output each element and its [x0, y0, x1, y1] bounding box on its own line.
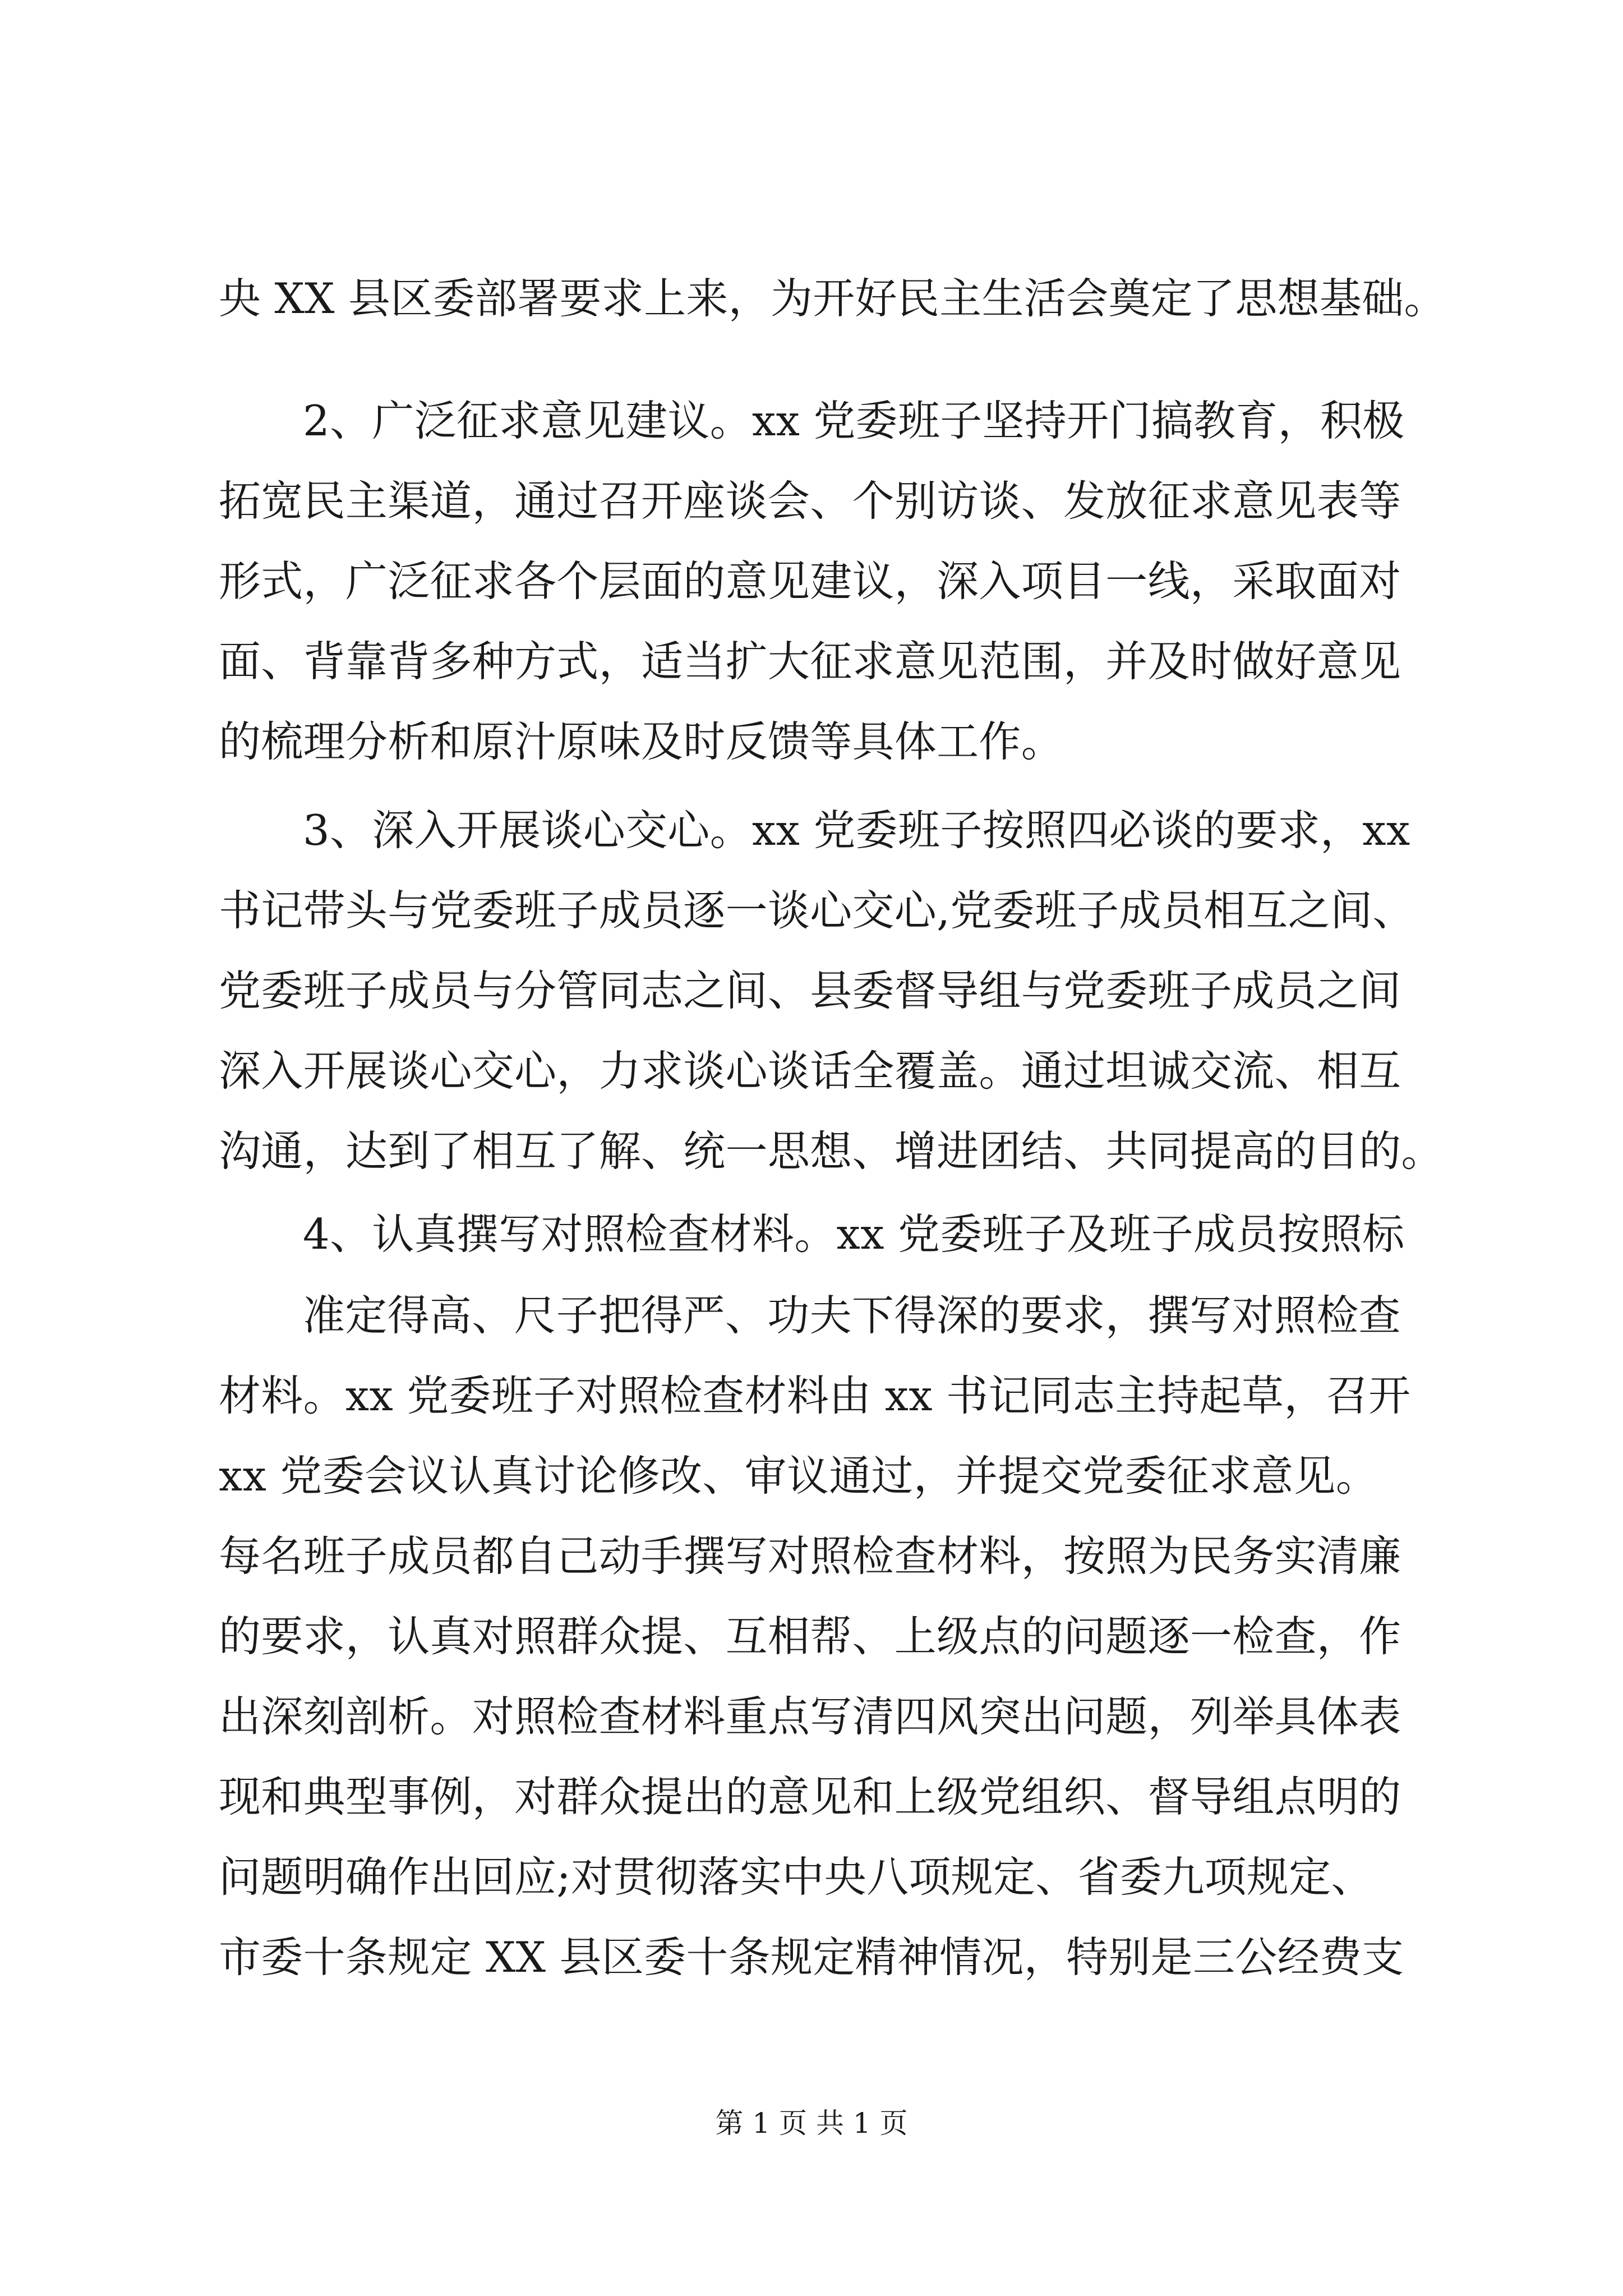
text-line: 4、认真撰写对照检查材料。xx 党委班子及班子成员按照标 [303, 1209, 1405, 1259]
text-line: 拓宽民主渠道，通过召开座谈会、个别访谈、发放征求意见表等 [219, 476, 1401, 526]
page-footer: 第 1 页 共 1 页 [715, 2107, 908, 2139]
text-line: 面、背靠背多种方式，适当扩大征求意见范围，并及时做好意见 [219, 637, 1401, 686]
text-line: 准定得高、尺子把得严、功夫下得深的要求，撰写对照检查 [303, 1291, 1401, 1340]
text-line: 的要求，认真对照群众提、互相帮、上级点的问题逐一检查，作 [219, 1612, 1401, 1661]
text-line: 书记带头与党委班子成员逐一谈心交心,党委班子成员相互之间、 [219, 886, 1415, 935]
text-line: 材料。xx 党委班子对照检查材料由 xx 书记同志主持起草，召开 [219, 1371, 1411, 1420]
text-line: xx 党委会议认真讨论修改、审议通过，并提交党委征求意见。 [219, 1451, 1378, 1501]
text-line: 现和典型事例，对群众提出的意见和上级党组织、督导组点明的 [219, 1772, 1401, 1821]
text-line: 沟通，达到了相互了解、统一思想、增进团结、共同提高的目的。 [219, 1126, 1444, 1176]
text-line: 每名班子成员都自己动手撰写对照检查材料，按照为民务实清廉 [219, 1531, 1401, 1581]
text-line: 党委班子成员与分管同志之间、县委督导组与党委班子成员之间 [219, 966, 1401, 1015]
text-line: 深入开展谈心交心，力求谈心谈话全覆盖。通过坦诚交流、相互 [219, 1046, 1401, 1096]
text-line: 形式，广泛征求各个层面的意见建议，深入项目一线，采取面对 [219, 556, 1401, 606]
text-line: 的梳理分析和原汁原味及时反馈等具体工作。 [219, 717, 1064, 766]
text-line: 出深刻剖析。对照检查材料重点写清四风突出问题，列举具体表 [219, 1692, 1401, 1741]
text-line: 市委十条规定 XX 县区委十条规定精神情况，特别是三公经费支 [219, 1932, 1404, 1982]
text-line: 央 XX 县区委部署要求上来，为开好民主生活会奠定了思想基础。 [219, 274, 1446, 323]
text-line: 2、广泛征求意见建议。xx 党委班子坚持开门搞教育，积极 [303, 396, 1405, 445]
text-line: 3、深入开展谈心交心。xx 党委班子按照四必谈的要求，xx [303, 806, 1410, 855]
text-line: 问题明确作出回应;对贯彻落实中央八项规定、省委九项规定、 [219, 1852, 1373, 1902]
